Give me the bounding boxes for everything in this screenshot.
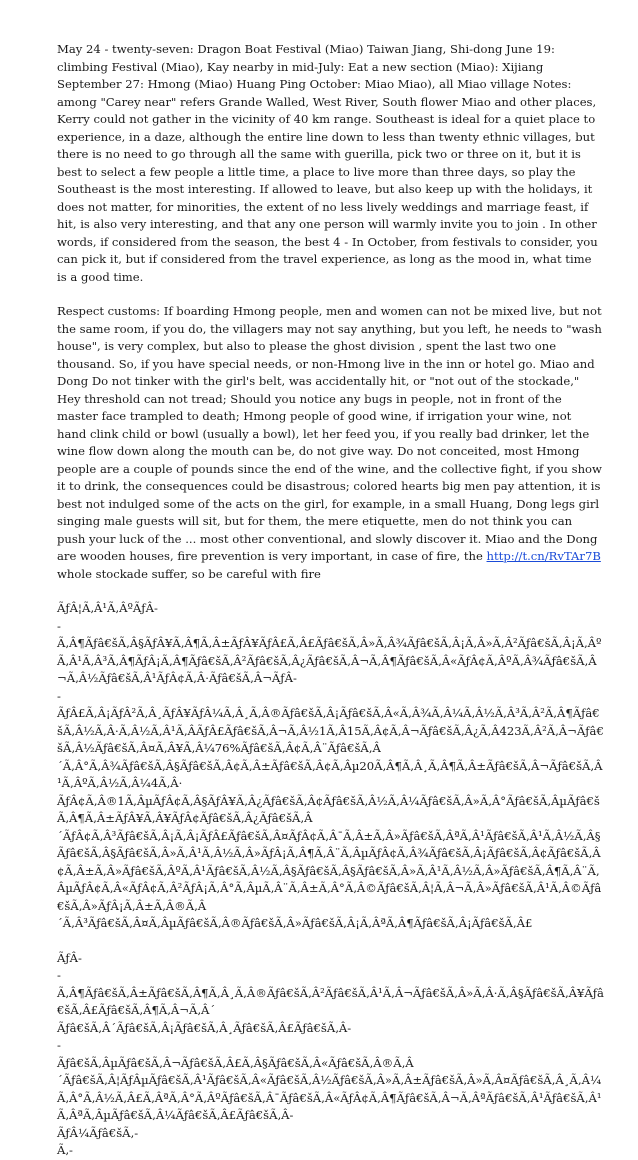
spacer — [57, 933, 604, 950]
garbled-block-1 — [57, 600, 604, 933]
garbled-line: - — [57, 618, 61, 633]
garbled-block-2 — [57, 950, 604, 1160]
garbled-line: - — [57, 1038, 61, 1052]
garbled-line: - — [57, 688, 61, 703]
garbled-line: Ãƒâ€šÃ‚Â´Ãƒâ€šÃ‚Â¡Ãƒâ€šÃ‚Â¸Ãƒâ€šÃ‚Â£Ãƒâ€šÃ‚Â- — [57, 1020, 352, 1035]
paragraph-customs — [57, 303, 604, 583]
garbled-line: ÃƒÂ- — [57, 950, 82, 965]
garbled-line: ÃƒÂ£Ã‚Â¡ÃƒÂ²Ã‚Â¸ÃƒÂ¥ÃƒÂ¼Ã‚Â¸Ã‚Â®Ãƒâ€šÃ‚Â¡Ãƒâ€šÃ‚Â«Ã‚Â¾Ã‚Â¼Ã‚Â½Ã‚Â³Ã‚Â²Ã‚Â¶Ãƒâ€šÃ‚Â½Ã‚Â·Ã‚Â½Ã‚Â¹Ã‚ÂÃƒÂ£Ãƒâ€šÃ‚Â¬Ã‚Â½1Ã‚Â15Ã‚Â¢Ã‚Â¬Ãƒâ€šÃ‚Â¿Ã‚Â423Ã‚Â²Ã‚Â¬Ãƒâ€šÃ‚Â½Ãƒâ€šÃ‚Â¤Ã‚Â¥Ã‚Â¼76%Ãƒâ€šÃ‚Â¢Ã‚Â¨Ãƒâ€šÃ‚Â´Ã‚Â°Ã‚Â¾Ãƒâ€šÃ‚Â§Ãƒâ€šÃ‚Â¢Ã‚Â±Ãƒâ€šÃ‚Â¢Ã‚Âµ20Ã‚Â¶Ã‚Â¸Ã‚Â¶Ã‚Â±Ãƒâ€šÃ‚Â¬Ãƒâ€šÃ‚Â¹Ã‚ÂºÃ‚Â½Ã‚Â¼4Ã‚Â· — [57, 706, 604, 790]
garbled-line: - — [57, 968, 61, 982]
paragraph-festivals: May 24 - twenty-seven: Dragon Boat Festival (Miao) Taiwan Jiang, Shi-dong June 19: climbing Festival (Miao), Kay nearby in mid-July: Eat a new section (Miao): Xijiang September 27: Hmong (Miao) Huang Ping October: Miao Miao), all Miao village Notes: among "Carey near" refers Grande Walled, West River, South flower Miao and other places, Kerry could not gather in the vicinity of 40 km range. Southeast is ideal for a quiet place to experience, in a daze, although the entire line down to less than twenty ethnic villages, but there is no need to go through all the same with guerilla, pick two or three on it, but it is best to select a few people a little time, a place to live more than three days, so play the Southeast is the most interesting. If allowed to leave, but also keep up with the holidays, it does not matter, for minorities, the extent of no less lively weddings and marriage feast, if hit, is also very interesting, and that any one person will warmly invite you to join . In other words, if considered from the season, the best 4 - In October, from festivals to consider, you can pick it, but if considered from the travel experience, as long as the mood in, what time is a good time. — [57, 42, 598, 284]
garbled-line: ÃƒÂ¼Ãƒâ€šÃ‚- — [57, 1125, 139, 1140]
garbled-line: Ã‚Â¶Ãƒâ€šÃ‚Â±Ãƒâ€šÃ‚Â¶Ã‚Â¸Ã‚Â®Ãƒâ€šÃ‚Â²Ãƒâ€šÃ‚Â¹Ã‚Â¬Ãƒâ€šÃ‚Â»Ã‚Â·Ã‚Â§Ãƒâ€šÃ‚Â¥Ãƒâ€šÃ‚Â£Ãƒâ€šÃ‚Â¶Ã‚Â¬Ã‚Â´ — [57, 985, 604, 1017]
customs-text: Respect customs: If boarding Hmong people, men and women can not be mixed live, but not the same room, if you do, the villagers may not say anything, but you left, he needs to "wash house", is very complex, but also to please the ghost division , spent the last two one thousand. So, if you have special needs, or non-Hmong live in the inn or hotel go. Miao and Dong Do not tinker with the girl's belt, was accidentally hit, or "not out of the stockade," Hey threshold can not tread; Should you notice any bugs in people, not in front of the master face trampled to death; Hmong people of good wine, if irrigation your wine, not hand clink child or bowl (usually a bowl), let her feed you, if you really bad drinker, let the wine flow down along the mouth can be, do not give way. Do not conceited, most Hmong people are a couple of pounds since the end of the wine, and the collective fight, if you show it to drink, the consequences could be disastrous; colored hearts big men pay attention, it is best not indulged some of the acts on the girl, for example, in a small Huang, Dong legs girl singing male guests will sit, but for them, the mere etiquette, men do not think you can push your luck of the ... most other conventional, and slowly discover it. Miao and the Dong are wooden houses, fire prevention is very important, in case of fire, the — [57, 304, 602, 563]
garbled-line: Ã‚Â¶Ãƒâ€šÃ‚Â§ÃƒÂ¥Ã‚Â¶Ã‚Â±ÃƒÂ¥ÃƒÂ£Ã‚Â£Ãƒâ€šÃ‚Â»Ã‚Â¾Ãƒâ€šÃ‚Â¡Ã‚Â»Ã‚Â²Ãƒâ€šÃ‚Â¡Ã‚ÂºÃ‚Â¹Ã‚Â³Ã‚Â¶ÃƒÂ¡Ã‚Â¶Ãƒâ€šÃ‚Â²Ãƒâ€šÃ‚Â¿Ãƒâ€šÃ‚Â¬Ã‚Â¶Ãƒâ€šÃ‚Â«ÃƒÂ¢Ã‚ÂºÃ‚Â¾Ãƒâ€šÃ‚Â¬Ã‚Â½Ãƒâ€šÃ‚Â¹ÃƒÂ¢Ã‚Â·Ãƒâ€šÃ‚Â¬ÃƒÂ- — [57, 636, 602, 685]
garbled-line: Ã‚- — [57, 1143, 73, 1157]
garbled-line: Ãƒâ€šÃ‚ÂµÃƒâ€šÃ‚Â¬Ãƒâ€šÃ‚Â£Ã‚Â§Ãƒâ€šÃ‚Â«Ãƒâ€šÃ‚Â®Ã‚Â´Ãƒâ€šÃ‚Â¦ÃƒÂµÃƒâ€šÃ‚Â¹Ãƒâ€šÃ‚Â«Ãƒâ€šÃ‚Â½Ãƒâ€šÃ‚Â»Ã‚Â±Ãƒâ€šÃ‚Â»Ã‚Â¤Ãƒâ€šÃ‚Â¸Ã‚Â¼Ã‚Â°Ã‚Â½Ã‚Â£Ã‚ÂªÃ‚Â°Ã‚ÂºÃƒâ€šÃ‚Â¯Ãƒâ€šÃ‚Â«ÃƒÂ¢Ã‚Â¶Ãƒâ€šÃ‚Â¬Ã‚ÂªÃƒâ€šÃ‚Â¹Ãƒâ€šÃ‚Â¹Ã‚ÂªÃ‚ÂµÃƒâ€šÃ‚Â¼Ãƒâ€šÃ‚Â£Ãƒâ€šÃ‚Â- — [57, 1055, 602, 1122]
short-link[interactable]: http://t.cn/RvTAr7B — [486, 549, 601, 563]
garbled-line: ÃƒÂ¢Ã‚Â®1Ã‚ÂµÃƒÂ¢Ã‚Â§ÃƒÂ¥Ã‚Â¿Ãƒâ€šÃ‚Â¢Ãƒâ€šÃ‚Â½Ã‚Â¼Ãƒâ€šÃ‚Â»Ã‚Â°Ãƒâ€šÃ‚ÂµÃƒâ€šÃ‚Â¶Ã‚Â±ÃƒÂ¥Ã‚Â¥ÃƒÂ¢Ãƒâ€šÃ‚Â¿Ãƒâ€šÃ‚Â´ÃƒÂ¢Ã‚Â³Ãƒâ€šÃ‚Â¡Ã‚Â¡ÃƒÂ£Ãƒâ€šÃ‚Â¤ÃƒÂ¢Ã‚Â¯Ã‚Â±Ã‚Â»Ãƒâ€šÃ‚ÂªÃ‚Â¹Ãƒâ€šÃ‚Â¹Ã‚Â½Ã‚Â§Ãƒâ€šÃ‚Â§Ãƒâ€šÃ‚Â»Ã‚Â¹Ã‚Â½Ã‚Â»ÃƒÂ¡Ã‚Â¶Ã‚Â¨Ã‚ÂµÃƒÂ¢Ã‚Â¾Ãƒâ€šÃ‚Â¡Ãƒâ€šÃ‚Â¢Ãƒâ€šÃ‚Â¢Ã‚Â±Ã‚Â»Ãƒâ€šÃ‚ÂºÃ‚Â¹Ãƒâ€šÃ‚Â½Ã‚Â§Ãƒâ€šÃ‚Â§Ãƒâ€šÃ‚Â»Ã‚Â¹Ã‚Â½Ã‚Â»Ãƒâ€šÃ‚Â¶Ã‚Â¨Ã‚ÂµÃƒÂ¢Ã‚Â«ÃƒÂ¢Ã‚Â²ÃƒÂ¡Ã‚Â°Ã‚ÂµÃ‚Â¨Ã‚Â±Ã‚Â°Ã‚Â©Ãƒâ€šÃ‚Â¦Ã‚Â¬Ã‚Â»Ãƒâ€šÃ‚Â¹Ã‚Â©Ãƒâ€šÃ‚Â»ÃƒÂ¡Ã‚Â±Ã‚Â®Ã‚Â´Ã‚Â³Ãƒâ€šÃ‚Â¤Ã‚ÂµÃƒâ€šÃ‚Â®Ãƒâ€šÃ‚Â»Ãƒâ€šÃ‚Â¡Ã‚ÂªÃ‚Â¶Ãƒâ€šÃ‚Â¡Ãƒâ€šÃ‚Â£ — [57, 793, 602, 930]
customs-tail: whole stockade suffer, so be careful with fire — [57, 566, 321, 581]
garbled-line: ÃƒÂ¦Ã‚Â¹Ã‚ÂºÃƒÂ- — [57, 601, 158, 615]
